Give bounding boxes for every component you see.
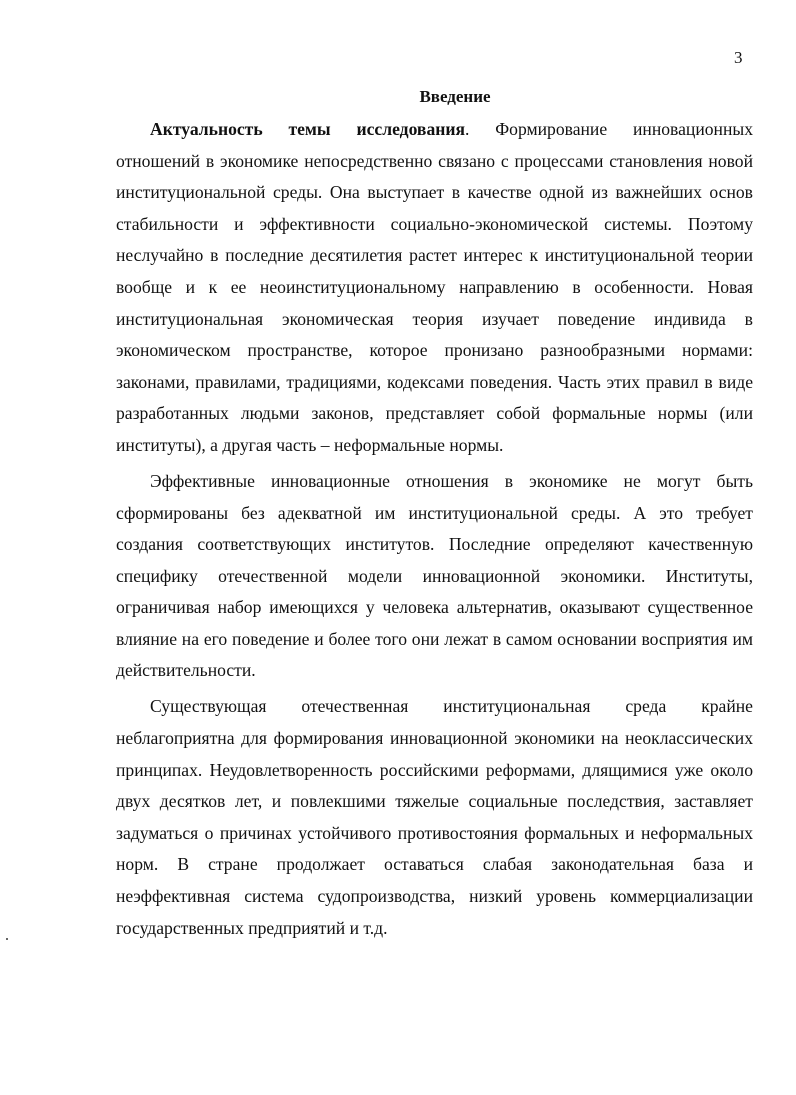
paragraph-lead: Актуальность темы исследования [150, 119, 466, 139]
document-body [116, 114, 753, 944]
paragraph-relevance [116, 114, 753, 462]
paragraph-institutions: Эффективные инновационные отношения в экономике не могут быть сформированы без адекватной им институциональной среды. А это требует создания соответствующих институтов. Последние определяют качественную специфику отечественной модели инновационной экономики. Институты, ограничивая набор имеющихся у человека альтернатив, оказывают существенное влияние на его поведение и более того они лежат в самом основании восприятия им действительности. [116, 470, 753, 681]
paragraph-environment: Существующая отечественная институциональная среда крайне неблагоприятна для формирования инновационной экономики на неоклассических принципах. Неудовлетворенность российскими реформами, длящимися уже около двух десятков лет, и повлекшими тяжелые социальные последствия, заставляет задуматься о причинах устойчивого противостояния формальных и неформальных норм. В стране продолжает оставаться слабая законодательная база и неэффективная система судопроизводства, низкий уровень коммерциализации государственных предприятий и т.д. [116, 696, 753, 938]
page-title: Введение [419, 87, 491, 106]
scan-speck [6, 938, 8, 940]
page-number: 3 [734, 48, 743, 67]
paragraph-text: . Формирование инновационных отношений в экономике непосредственно связано с процессами становления новой институциональной среды. Она выступает в качестве одной из важнейших основ стабильности и эффективности социально-экономической системы. Поэтому неслучайно в последние десятилетия растет интерес к институциональной теории вообще и к ее неоинституциональному направлению в особенности. Новая институциональная экономическая теория изучает поведение индивида в экономическом пространстве, которое пронизано разнообразными нормами: законами, правилами, традициями, кодексами поведения. Часть этих правил в виде разработанных людьми законов, представляет собой формальные нормы (или институты), а другая часть – неформальные нормы. [116, 119, 753, 455]
